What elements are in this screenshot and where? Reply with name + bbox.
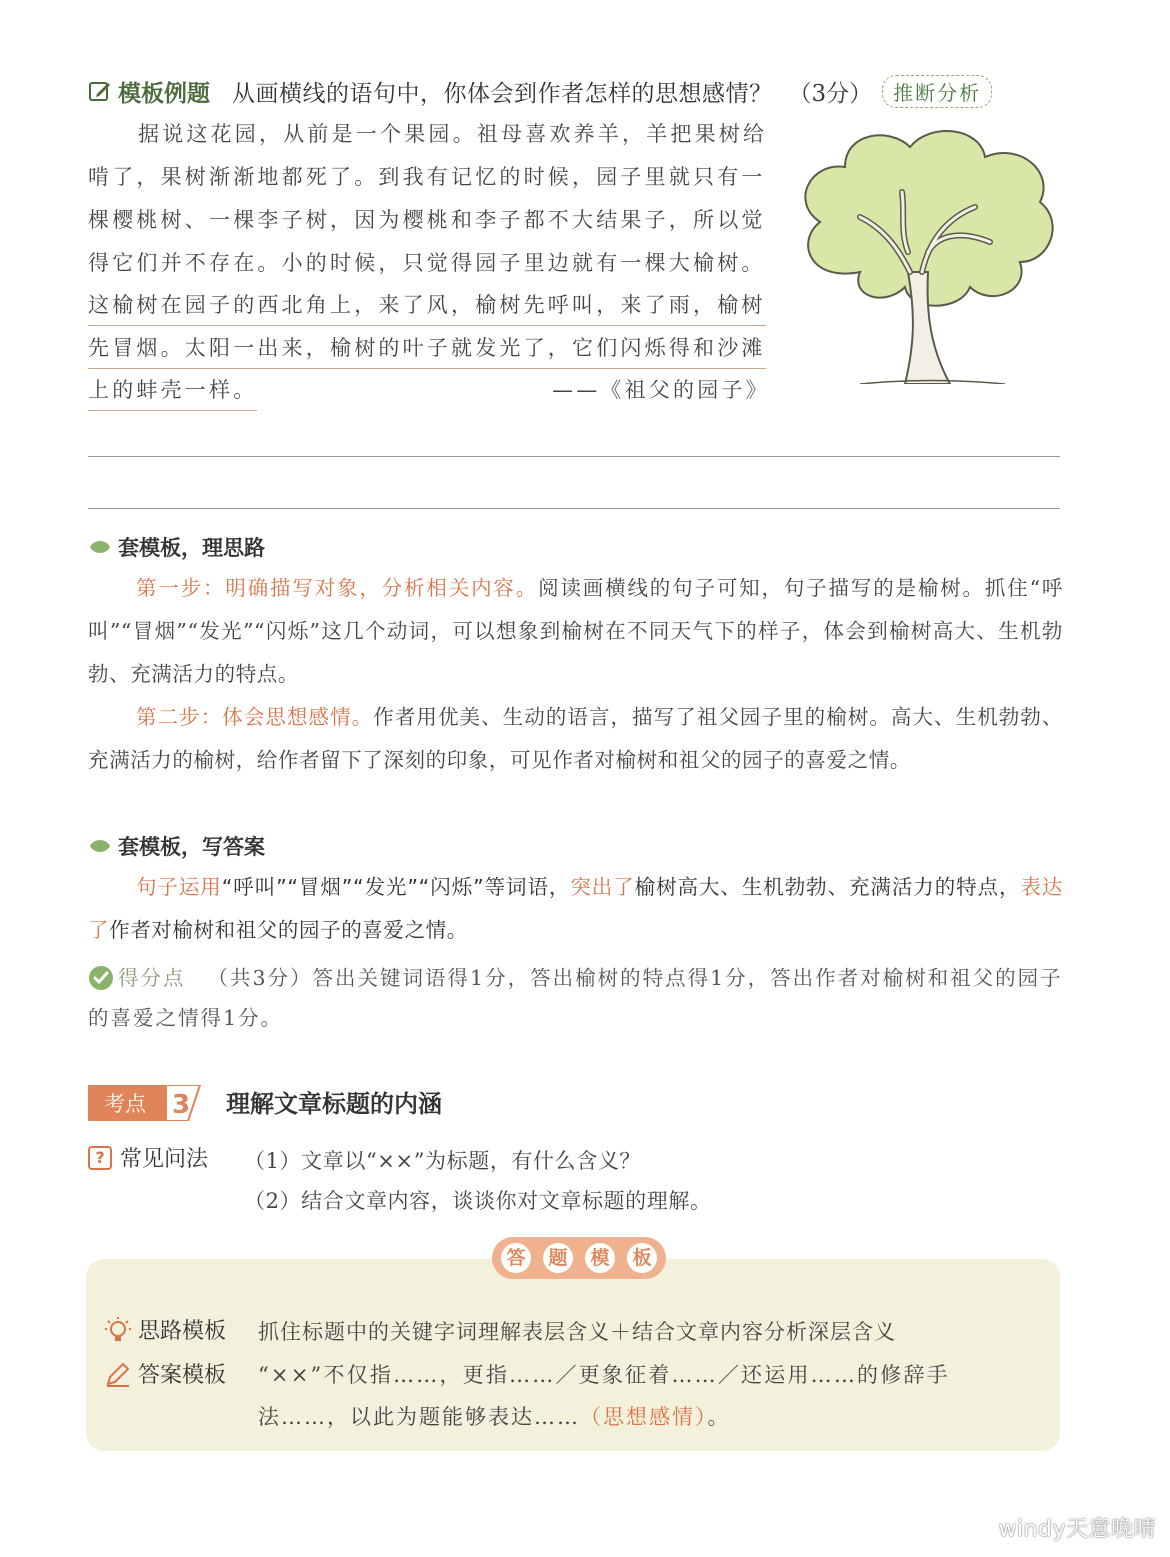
pen-icon — [104, 1360, 132, 1388]
question-icon: ? — [88, 1146, 112, 1170]
lightbulb-icon — [104, 1316, 132, 1344]
answer-line — [88, 508, 1060, 509]
leaf-bullet-icon — [88, 539, 112, 555]
score-label: 得分点 — [118, 966, 186, 990]
idea-template-label: 思路模板 — [104, 1314, 226, 1345]
step2-label: 第二步：体会思想感情。 — [136, 705, 374, 729]
passage-line-underlined: 上的蚌壳一样。 — [88, 370, 257, 411]
leaf-bullet-icon — [88, 838, 112, 854]
answer-template-emphasis: （思想感情） — [580, 1405, 708, 1429]
step1-paragraph: 第一步：明确描写对象，分析相关内容。阅读画横线的句子可知，句子描写的是榆树。抓住“呼叫”“冒烟”“发光”“闪烁”这几个动词，可以想象到榆树在不同天气下的样子，体会到榆树高大、生机勃勃、充满活力的特点。 — [88, 576, 1063, 686]
edit-icon — [88, 79, 112, 103]
guide-heading: 套模板，写答案 — [88, 831, 265, 861]
passage-source: ——《祖父的园子》 — [552, 378, 770, 402]
step2-paragraph: 第二步：体会思想感情。作者用优美、生动的语言，描写了祖父园子里的榆树。高大、生机勃勃、充满活力的榆树，给作者留下了深刻的印象，可见作者对榆树和祖父的园子的喜爱之情。 — [88, 705, 1063, 772]
idea-template-text: 抓住标题中的关键字词理解表层含义＋结合文章内容分析深层含义 — [258, 1320, 896, 1344]
example-score: （3分） — [788, 80, 873, 107]
passage-line-underlined: 这榆树在园子的西北角上，来了风，榆树先呼叫，来了雨，榆树 — [88, 285, 766, 326]
guide-heading: 套模板，理思路 — [88, 532, 265, 562]
section-badge — [88, 1085, 206, 1121]
answer-line — [88, 456, 1060, 457]
example-question: 从画横线的语句中，你体会到作者怎样的思想感情？ — [232, 80, 773, 107]
step1-label: 第一步：明确描写对象，分析相关内容。 — [136, 576, 539, 600]
passage-line: 据说这花园，从前是一个果园。祖母喜欢养羊，羊把果树给 — [138, 122, 768, 146]
svg-text:3: 3 — [171, 1090, 191, 1120]
example-header — [88, 74, 992, 108]
ask-item: （2）结合文章内容，谈谈你对文章标题的理解。 — [244, 1189, 712, 1213]
section-title: 理解文章标题的内涵 — [226, 1090, 442, 1118]
ask-item: （1）文章以“××”为标题，有什么含义？ — [244, 1149, 642, 1173]
example-label: 模板例题 — [118, 80, 210, 107]
score-point: 得分点 （共3分）答出关键词语得1分，答出榆树的特点得1分，答出作者对榆树和祖父的园子的喜爱之情得1分。 — [88, 966, 1063, 1030]
common-questions-label: ? 常见问法 — [88, 1142, 208, 1173]
model-answer: 句子运用“呼叫”“冒烟”“发光”“闪烁”等词语，突出了榆树高大、生机勃勃、充满活力的特点，表达了作者对榆树和祖父的园子的喜爱之情。 — [88, 875, 1064, 942]
answer-template-line: 法……，以此为题能够表达……（思想感情）。 — [258, 1405, 731, 1429]
answer-template-label: 答案模板 — [104, 1358, 226, 1389]
answer-template-line: “××”不仅指……，更指……／更象征着……／还运用……的修辞手 — [258, 1363, 950, 1387]
tree-illustration — [790, 122, 1065, 384]
passage-line: 棵樱桃树、一棵李子树，因为樱桃和李子都不大结果子，所以觉 — [88, 208, 766, 232]
watermark: windy天意晚晴 — [998, 1517, 1156, 1542]
passage-line-underlined: 先冒烟。太阳一出来，榆树的叶子就发光了，它们闪烁得和沙滩 — [88, 328, 766, 369]
template-badge: 答 题 模 板 — [492, 1237, 666, 1279]
passage-line: 啃了，果树渐渐地都死了。到我有记忆的时候，园子里就只有一 — [88, 165, 766, 189]
type-tag: 推断分析 — [882, 75, 992, 108]
svg-text:考点: 考点 — [104, 1092, 146, 1116]
passage-line: 得它们并不存在。小的时候，只觉得园子里边就有一棵大榆树。 — [88, 251, 766, 275]
check-icon — [88, 965, 114, 991]
